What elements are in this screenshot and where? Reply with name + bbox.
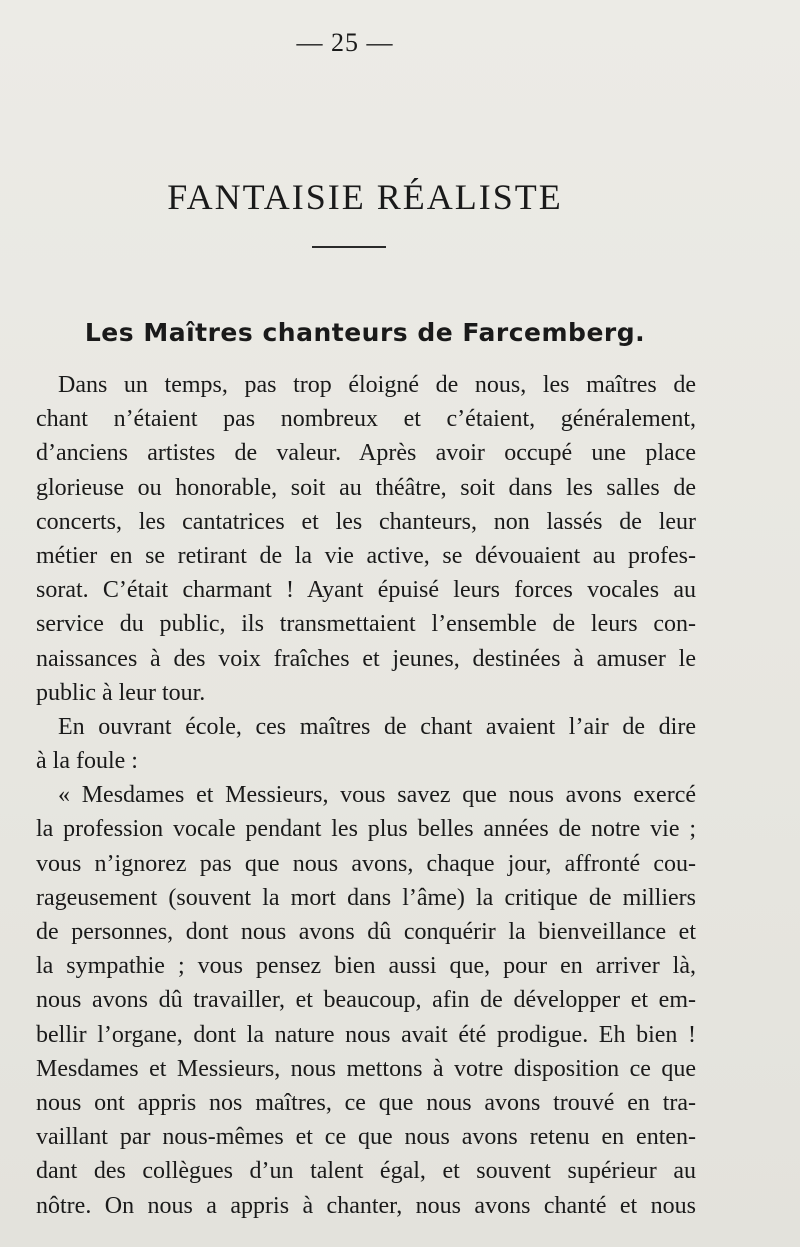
- chapter-title: FANTAISIE RÉALISTE: [167, 177, 563, 217]
- text-line: vous n’ignorez pas que nous avons, chaque jour, affronté cou-: [36, 850, 696, 877]
- text-line: Dans un temps, pas trop éloigné de nous, les maîtres de: [58, 372, 696, 398]
- text-line: nôtre. On nous a appris à chanter, nous avons chanté et nous: [36, 1192, 696, 1219]
- text-line: dant des collègues d’un talent égal, et souvent supérieur au: [36, 1158, 696, 1185]
- text-line: public à leur tour.: [36, 679, 206, 706]
- section-subtitle: Les Maîtres chanteurs de Farcemberg.: [84, 318, 646, 347]
- text-line: glorieuse ou honorable, soit au théâtre, soit dans les salles de: [36, 474, 696, 501]
- text-line: nous ont appris nos maîtres, ce que nous avons trouvé en tra-: [36, 1089, 696, 1116]
- text-line: métier en se retirant de la vie active, se dévouaient au profes-: [36, 542, 696, 569]
- text-line: la profession vocale pendant les plus belles années de notre vie ;: [36, 816, 696, 843]
- text-line: de personnes, dont nous avons dû conquérir la bienveillance et: [36, 919, 696, 945]
- text-line: naissances à des voix fraîches et jeunes, destinées à amuser le: [36, 645, 696, 672]
- text-line: En ouvrant école, ces maîtres de chant avaient l’air de dire: [58, 713, 696, 740]
- text-line: sorat. C’était charmant ! Ayant épuisé leurs forces vocales au: [36, 577, 696, 604]
- text-line: la sympathie ; vous pensez bien aussi que, pour en arriver là,: [36, 953, 696, 980]
- text-line: service du public, ils transmettaient l’ensemble de leurs con-: [36, 611, 696, 638]
- text-line: vaillant par nous-mêmes et ce que nous avons retenu en enten-: [36, 1124, 696, 1151]
- text-line: rageusement (souvent la mort dans l’âme) la critique de milliers: [36, 884, 696, 911]
- text-line: chant n’étaient pas nombreux et c’étaient, généralement,: [36, 406, 696, 433]
- body-text: [36, 368, 696, 1223]
- text-line: Mesdames et Messieurs, nous mettons à votre disposition ce que: [36, 1055, 696, 1082]
- page-number: — 25 —: [296, 28, 394, 57]
- text-line: à la foule :: [36, 748, 138, 775]
- text-line: « Mesdames et Messieurs, vous savez que nous avons exercé: [58, 782, 696, 809]
- text-line: concerts, les cantatrices et les chanteurs, non lassés de leur: [36, 508, 696, 535]
- title-divider: [312, 246, 386, 248]
- text-line: nous avons dû travailler, et beaucoup, afin de développer et em-: [36, 987, 696, 1014]
- text-line: d’anciens artistes de valeur. Après avoir occupé une place: [36, 440, 696, 467]
- text-line: bellir l’organe, dont la nature nous avait été prodigue. Eh bien !: [36, 1021, 696, 1048]
